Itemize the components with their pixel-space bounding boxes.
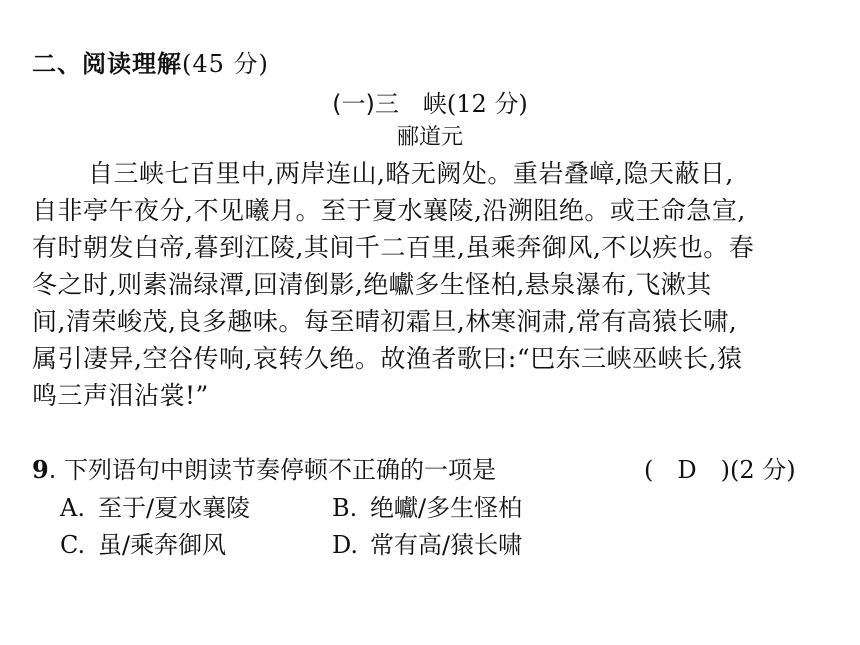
passage-line: 有时朝发白帝,暮到江陵,其间千二百里,虽乘奔御风,不以疾也。春: [32, 233, 755, 262]
option-key: C.: [60, 531, 86, 559]
passage-line: 自非亭午夜分,不见曦月。至于夏水襄陵,沿溯阻绝。或王命急宣,: [32, 196, 746, 225]
passage-line: 属引凄异,空谷传响,哀转久绝。故渔者歌曰:“巴东三峡巫峡长,猿: [32, 344, 743, 373]
option-d: [332, 527, 522, 564]
section-title: [32, 44, 269, 79]
option-b: [332, 490, 522, 527]
passage-body: [32, 155, 832, 414]
passage-line: 鸣三声泪沾裳!”: [32, 381, 209, 410]
passage-title: [0, 84, 860, 119]
option-row: [60, 490, 820, 527]
question-stem: . 下列语句中朗读节奏停顿不正确的一项是: [48, 456, 496, 484]
option-text: 至于/夏水襄陵: [98, 494, 251, 522]
option-text: 常有高/猿长啸: [370, 531, 523, 559]
passage-heading: (一)三 峡: [332, 90, 447, 118]
option-key: A.: [60, 494, 85, 522]
option-key: B.: [332, 494, 358, 522]
passage-author: 郦道元: [396, 125, 463, 150]
option-key: D.: [332, 531, 359, 559]
passage-score: (12 分): [446, 90, 528, 118]
passage-line: 间,清荣峻茂,良多趣味。每至晴初霜旦,林寒涧肃,常有高猿长啸,: [32, 307, 738, 336]
option-c: [60, 527, 226, 564]
option-row: [60, 527, 820, 564]
option-text: 绝巘/多生怪柏: [370, 494, 523, 522]
option-a: [60, 490, 250, 527]
question-number: 9: [32, 455, 49, 484]
question-options: [60, 490, 820, 564]
passage-line: 冬之时,则素湍绿潭,回清倒影,绝巘多生怪柏,悬泉瀑布,飞漱其: [32, 270, 712, 299]
section-score: (45 分): [182, 50, 269, 78]
section-title-text: 二、阅读理解: [32, 50, 182, 78]
option-text: 虽/乘奔御风: [98, 531, 227, 559]
question-9: [32, 452, 832, 488]
passage-line: 自三峡七百里中,两岸连山,略无阙处。重岩叠嶂,隐天蔽日,: [88, 159, 734, 188]
answer-slot: ( D )(2 分): [644, 456, 796, 484]
